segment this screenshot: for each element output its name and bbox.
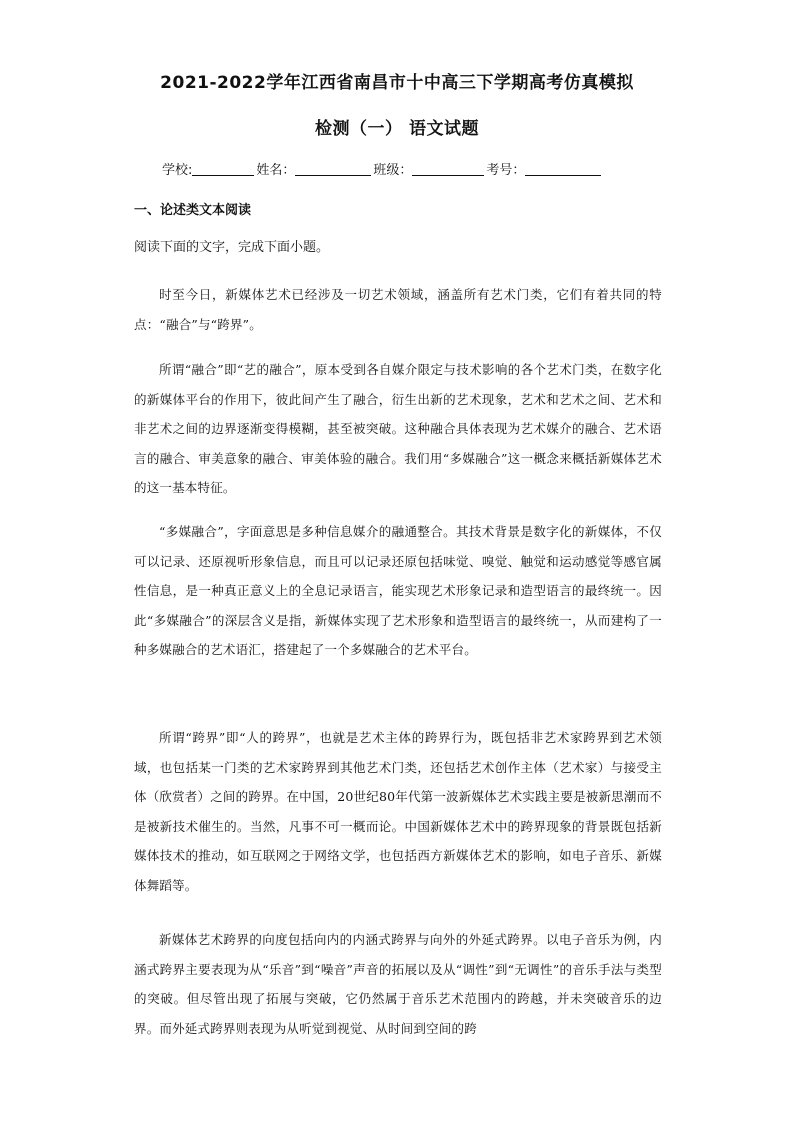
exam-title-line-2: 检测（一） 语文试题 — [315, 119, 479, 139]
school-label: 学校: — [162, 163, 193, 178]
section-heading: 一、论述类文本阅读 — [134, 203, 252, 218]
school-blank — [192, 161, 254, 176]
exam-title-line-1: 2021-2022学年江西省南昌市十中高三下学期高考仿真模拟 — [160, 73, 634, 93]
exam-number-blank — [525, 161, 601, 176]
name-label: 姓名： — [256, 163, 296, 178]
exam-number-label: 考号： — [486, 163, 526, 178]
class-blank — [412, 161, 484, 176]
passage-paragraph: 时至今日，新媒体艺术已经涉及一切艺术领域，涵盖所有艺术门类，它们有着共同的特点：“融合”与“跨界”。 — [134, 287, 662, 332]
class-label: 班级： — [373, 163, 413, 178]
passage-paragraph: 新媒体艺术跨界的向度包括向内的内涵式跨界与向外的外延式跨界。以电子音乐为例，内涵式跨界主要表现为从“乐音”到“噪音”声音的拓展以及从“调性”到“无调性”的音乐手法与类型的突破。但尽管出现了拓展与突破，它仍然属于音乐艺术范围内的跨越，并未突破音乐的边界。而外延式跨界则表现为从听觉到视觉、从时间到空间的跨 — [134, 932, 662, 1036]
passage-paragraph: “多媒融合”，字面意思是多种信息媒介的融通整合。其技术背景是数字化的新媒体，不仅可以记录、还原视听形象信息，而且可以记录还原包括味觉、嗅觉、触觉和运动感觉等感官属性信息，是一种真正意义上的全息记录语言，能实现艺术形象记录和造型语言的最终统一。因此“多媒融合”的深层含义是指，新媒体实现了艺术形象和造型语言的最终统一，从而建构了一种多媒融合的艺术语汇，搭建起了一个多媒融合的艺术平台。 — [134, 524, 662, 657]
reading-instruction: 阅读下面的文字，完成下面小题。 — [134, 240, 330, 255]
passage-paragraph: 所谓“跨界”即“人的跨界”，也就是艺术主体的跨界行为，既包括非艺术家跨界到艺术领域，也包括某一门类的艺术家跨界到其他艺术门类，还包括艺术创作主体（艺术家）与接受主体（欣赏者）之间的跨界。在中国，20世纪80年代第一波新媒体艺术实践主要是被新思潮而不是被新技术催生的。当然，凡事不可一概而论。中国新媒体艺术中的跨界现象的背景既包括新媒体技术的推动，如互联网之于网络文学，也包括西方新媒体艺术的影响，如电子音乐、新媒体舞蹈等。 — [134, 730, 662, 893]
passage-paragraph: 所谓“融合”即“艺的融合”，原本受到各自媒介限定与技术影响的各个艺术门类，在数字化的新媒体平台的作用下，彼此间产生了融合，衍生出新的艺术现象，艺术和艺术之间、艺术和非艺术之间的边界逐渐变得模糊，甚至被突破。这种融合具体表现为艺术媒介的融合、艺术语言的融合、审美意象的融合、审美体验的融合。我们用“多媒融合”这一概念来概括新媒体艺术的这一基本特征。 — [134, 362, 662, 495]
name-blank — [295, 161, 371, 176]
student-info-fields — [162, 159, 603, 178]
